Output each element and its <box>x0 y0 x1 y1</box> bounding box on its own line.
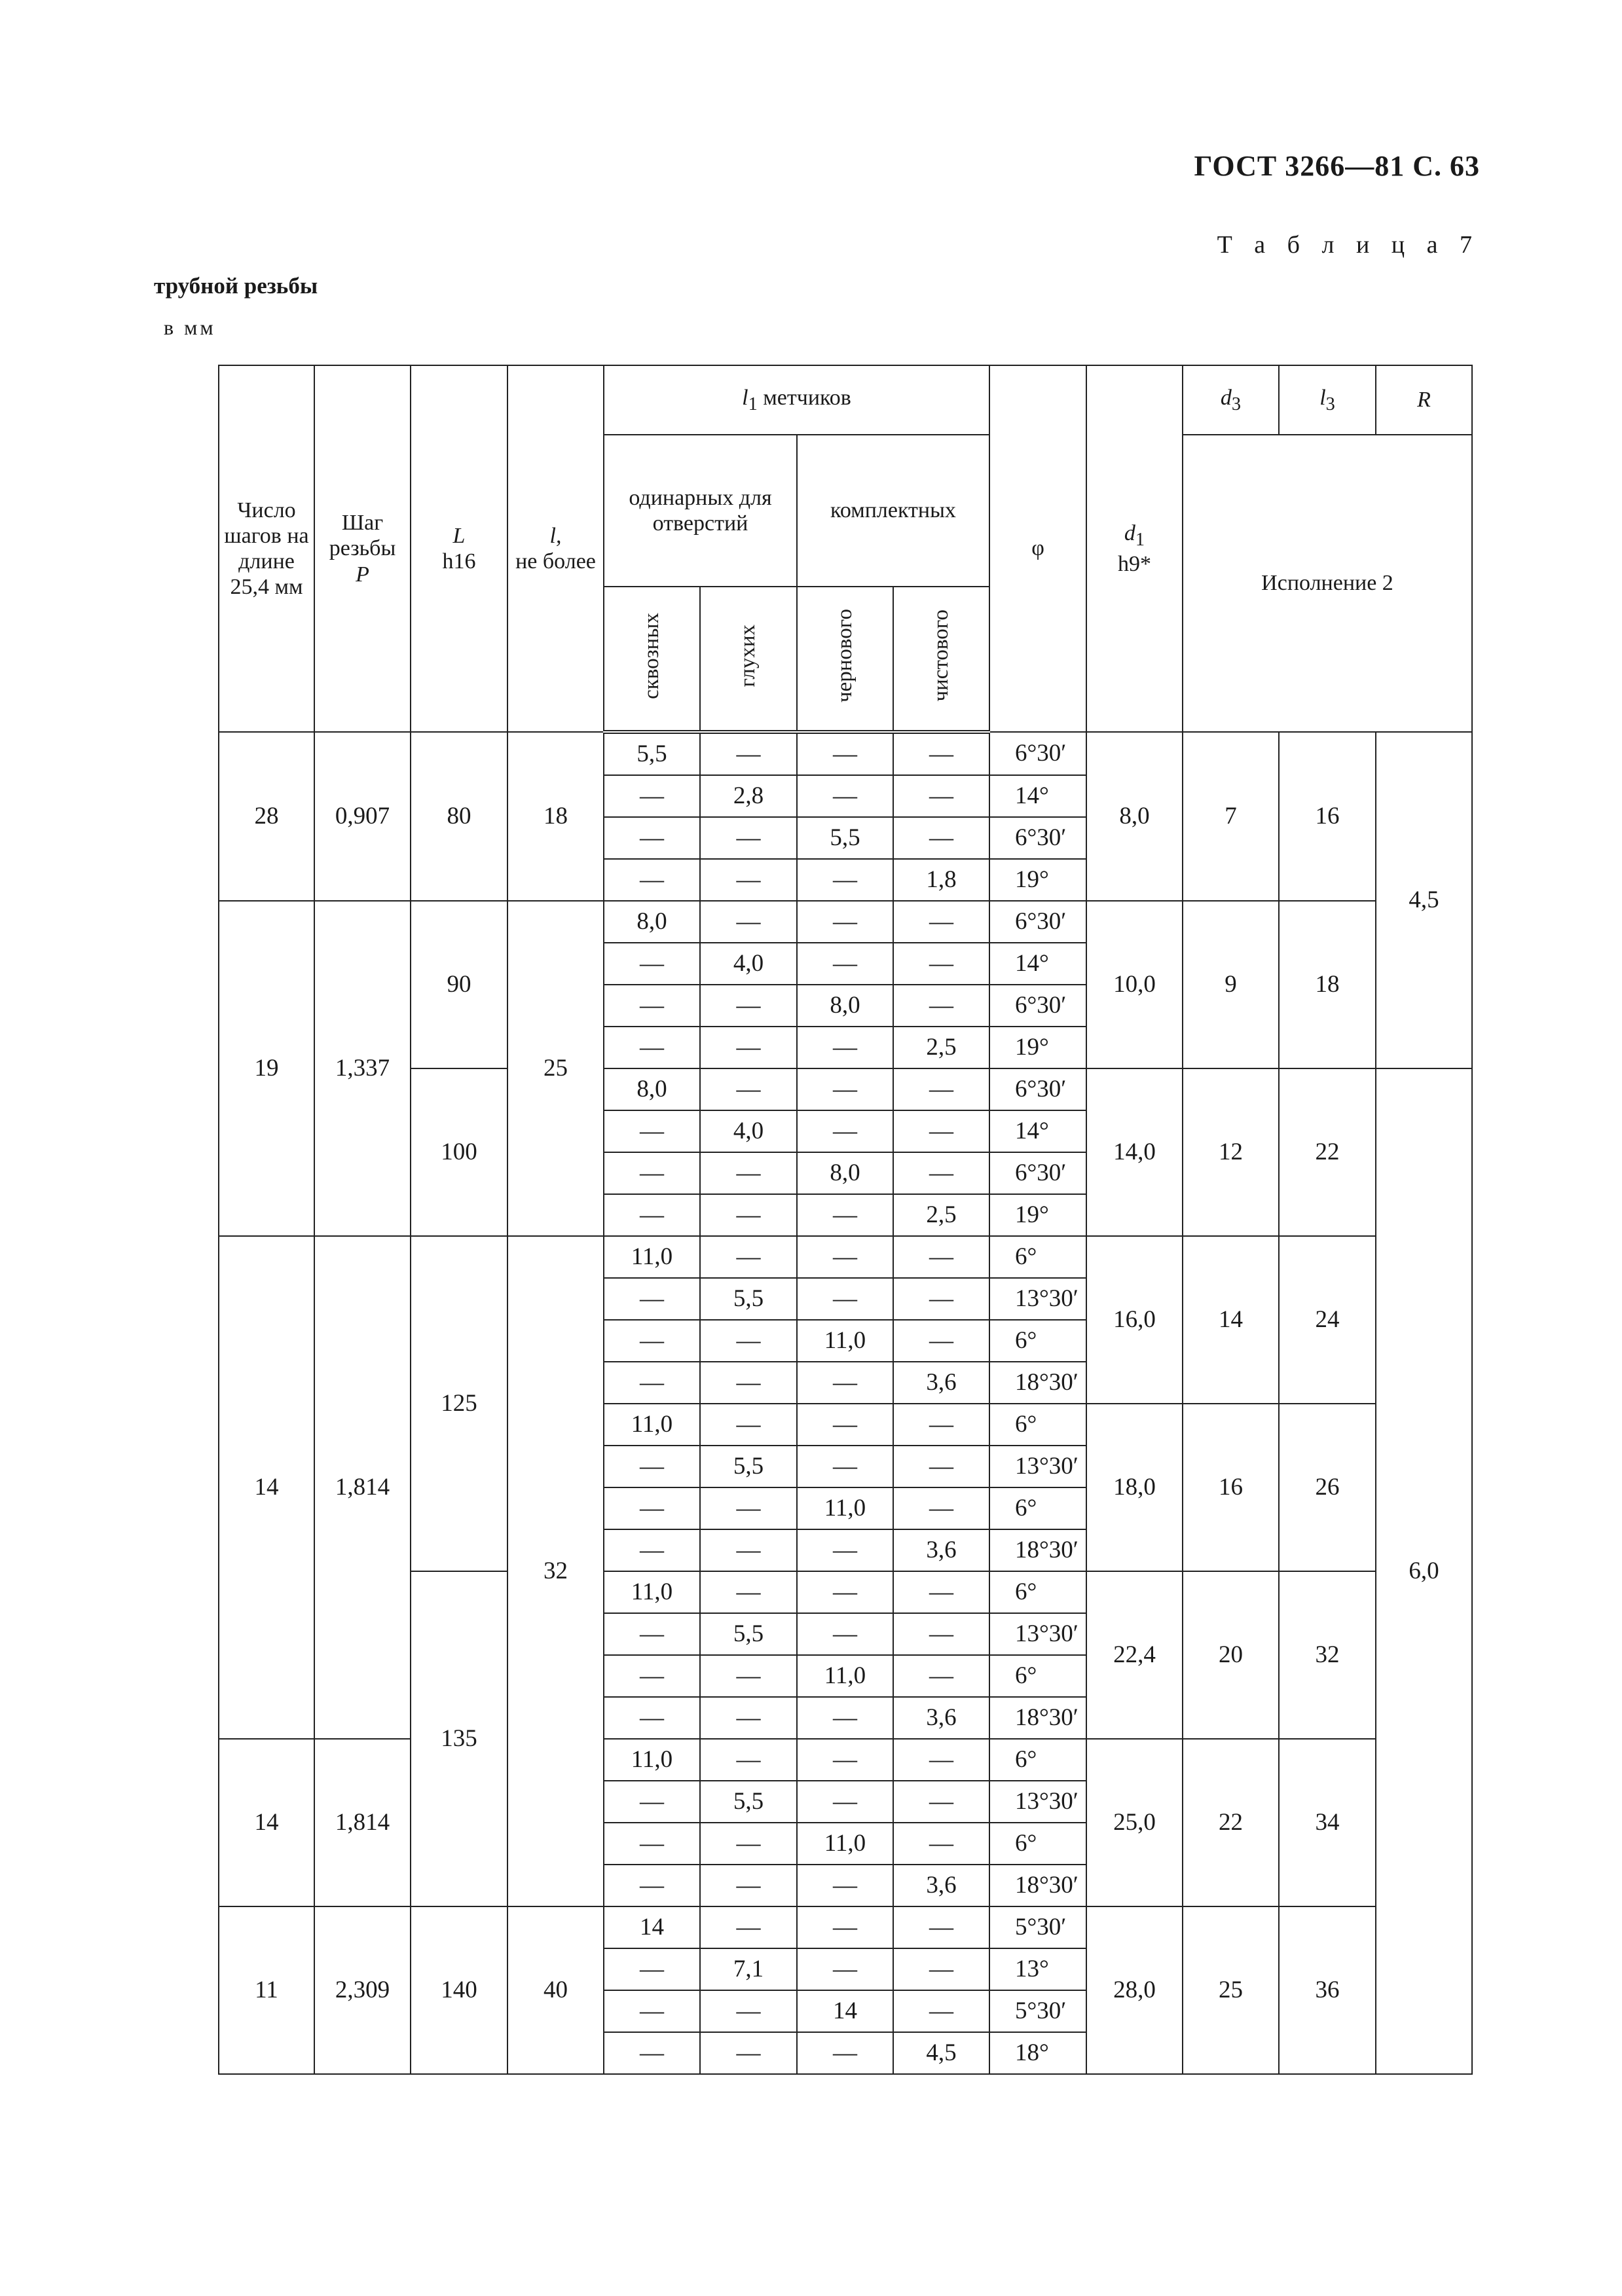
pitch-cell: 1,814 <box>314 1739 411 1906</box>
phi-cell: 5°30′ <box>989 1906 1086 1948</box>
phi-cell: 13°30′ <box>989 1446 1086 1487</box>
d3-cell: 7 <box>1183 732 1279 901</box>
l-cell: 25 <box>507 901 604 1236</box>
l1-finish-cell: — <box>893 1948 989 1990</box>
d3-cell: 14 <box>1183 1236 1279 1404</box>
table-body <box>196 732 1472 2074</box>
l1-finish-cell: — <box>893 1906 989 1948</box>
phi-cell: 6°30′ <box>989 1068 1086 1110</box>
phi-cell: 6° <box>989 1739 1086 1781</box>
l1-blind-cell: — <box>700 1194 797 1236</box>
l1-blind-cell: — <box>700 1571 797 1613</box>
l1-through-cell: 8,0 <box>604 1068 700 1110</box>
phi-cell: 6° <box>989 1571 1086 1613</box>
l1-through-cell: — <box>604 775 700 817</box>
l-cell: 32 <box>507 1236 604 1906</box>
l1-blind-cell: — <box>700 859 797 901</box>
l1-finish-cell: 3,6 <box>893 1362 989 1404</box>
phi-cell: 18°30′ <box>989 1865 1086 1906</box>
d3-cell: 16 <box>1183 1404 1279 1571</box>
l1-rough-cell: — <box>797 1404 893 1446</box>
l1-through-cell: — <box>604 1948 700 1990</box>
R-cell: 4,5 <box>1376 732 1472 1068</box>
l1-blind-cell: — <box>700 1990 797 2032</box>
phi-cell: 13° <box>989 1948 1086 1990</box>
l1-rough-cell: 5,5 <box>797 817 893 859</box>
col-d3-header: $d_3$ <box>1183 365 1279 435</box>
l1-finish-cell: — <box>893 1152 989 1194</box>
l1-through-cell: — <box>604 1613 700 1655</box>
phi-cell: 5°30′ <box>989 1990 1086 2032</box>
col-l3-header: $l_3$ <box>1279 365 1376 435</box>
l1-finish-cell: — <box>893 1655 989 1697</box>
l1-through-cell: — <box>604 859 700 901</box>
l1-through-cell: — <box>604 1655 700 1697</box>
l1-rough-cell: — <box>797 1781 893 1823</box>
l1-blind-cell: — <box>700 1362 797 1404</box>
l1-blind-cell: — <box>700 1236 797 1278</box>
pitch-cell: 2,309 <box>314 1906 411 2074</box>
l1-blind-cell: — <box>700 1655 797 1697</box>
l1-finish-cell: 4,5 <box>893 2032 989 2074</box>
l1-blind-cell: — <box>700 817 797 859</box>
pitch-cell: 0,907 <box>314 732 411 901</box>
l1-rough-cell: — <box>797 943 893 985</box>
l1-rough-cell: — <box>797 1739 893 1781</box>
execution-header: Исполнение 2 <box>1183 435 1472 732</box>
l3-cell: 26 <box>1279 1404 1376 1571</box>
l1-rough-cell: — <box>797 1613 893 1655</box>
l3-cell: 36 <box>1279 1906 1376 2074</box>
l1-through-cell: — <box>604 1362 700 1404</box>
d1-cell: 22,4 <box>1086 1571 1183 1739</box>
l1-blind-cell: — <box>700 1487 797 1529</box>
col-R-header: R <box>1376 365 1472 435</box>
l1-blind-cell: 4,0 <box>700 1110 797 1152</box>
l1-blind-cell: — <box>700 1865 797 1906</box>
l1-through-cell: — <box>604 985 700 1027</box>
table-row <box>196 1906 1472 1948</box>
table-row <box>196 1739 1472 1781</box>
l1-through-cell: 5,5 <box>604 732 700 775</box>
l1-through-cell: 14 <box>604 1906 700 1948</box>
phi-cell: 14° <box>989 943 1086 985</box>
l1-finish-cell: 1,8 <box>893 859 989 901</box>
l1-blind-cell: — <box>700 1529 797 1571</box>
col-rough-header: чернового <box>797 587 893 732</box>
page-header: ГОСТ 3266—81 С. 63 <box>1194 150 1480 182</box>
units-label: в мм <box>164 316 216 339</box>
L-cell: 100 <box>411 1068 507 1236</box>
phi-cell: 6° <box>989 1320 1086 1362</box>
l1-blind-cell: 5,5 <box>700 1613 797 1655</box>
d1-cell: 18,0 <box>1086 1404 1183 1571</box>
l1-rough-cell: — <box>797 775 893 817</box>
phi-cell: 6° <box>989 1487 1086 1529</box>
l1-rough-cell: — <box>797 859 893 901</box>
col-blind-header: глухих <box>700 587 797 732</box>
l1-blind-cell: 5,5 <box>700 1781 797 1823</box>
d3-cell: 22 <box>1183 1739 1279 1906</box>
l1-finish-cell: — <box>893 1571 989 1613</box>
l1-through-cell: 8,0 <box>604 901 700 943</box>
col-finish-header: чистового <box>893 587 989 732</box>
l1-finish-cell: — <box>893 1446 989 1487</box>
phi-cell: 18°30′ <box>989 1697 1086 1739</box>
steps-cell: 14 <box>219 1739 314 1906</box>
l1-blind-cell: 4,0 <box>700 943 797 985</box>
l1-finish-cell: — <box>893 1068 989 1110</box>
l1-through-cell: — <box>604 1152 700 1194</box>
phi-cell: 13°30′ <box>989 1613 1086 1655</box>
l1-finish-cell: — <box>893 901 989 943</box>
l1-rough-cell: 11,0 <box>797 1655 893 1697</box>
l1-finish-cell: — <box>893 1823 989 1865</box>
l1-finish-cell: 3,6 <box>893 1865 989 1906</box>
l1-rough-cell: — <box>797 1446 893 1487</box>
phi-cell: 6°30′ <box>989 817 1086 859</box>
l1-finish-cell: — <box>893 1781 989 1823</box>
steps-cell: 11 <box>219 1906 314 2074</box>
l1-through-cell: — <box>604 1446 700 1487</box>
col-d1-header: $d_1$ h9* <box>1086 365 1183 732</box>
steps-cell: 14 <box>219 1236 314 1739</box>
d3-cell: 12 <box>1183 1068 1279 1236</box>
phi-cell: 6° <box>989 1655 1086 1697</box>
l1-blind-cell: — <box>700 1152 797 1194</box>
l1-through-cell: — <box>604 1990 700 2032</box>
phi-cell: 6°30′ <box>989 732 1086 775</box>
l1-through-cell: — <box>604 1320 700 1362</box>
l1-blind-cell: — <box>700 901 797 943</box>
l1-rough-cell: 11,0 <box>797 1823 893 1865</box>
col-pitch-header: Шаг резьбы P <box>314 365 411 732</box>
col-l-header: l, не более <box>507 365 604 732</box>
L-cell: 80 <box>411 732 507 901</box>
steps-cell: 19 <box>219 901 314 1236</box>
d1-cell: 10,0 <box>1086 901 1183 1068</box>
l1-rough-cell: — <box>797 1906 893 1948</box>
l1-blind-cell: 2,8 <box>700 775 797 817</box>
phi-cell: 18°30′ <box>989 1529 1086 1571</box>
pitch-cell: 1,337 <box>314 901 411 1236</box>
phi-cell: 14° <box>989 775 1086 817</box>
L-cell: 125 <box>411 1236 507 1571</box>
l1-rough-cell: — <box>797 2032 893 2074</box>
l1-finish-cell: — <box>893 732 989 775</box>
l1-blind-cell: 5,5 <box>700 1446 797 1487</box>
l1-finish-cell: 3,6 <box>893 1697 989 1739</box>
phi-cell: 6°30′ <box>989 901 1086 943</box>
l1-through-cell: 11,0 <box>604 1404 700 1446</box>
l3-cell: 18 <box>1279 901 1376 1068</box>
L-cell: 135 <box>411 1571 507 1906</box>
d3-cell: 25 <box>1183 1906 1279 2074</box>
col-steps-header: Число шагов на длине 25,4 мм <box>219 365 314 732</box>
l1-rough-cell: 14 <box>797 1990 893 2032</box>
L-cell: 140 <box>411 1906 507 2074</box>
l1-blind-cell: — <box>700 1027 797 1068</box>
l1-finish-cell: — <box>893 1278 989 1320</box>
l1-finish-cell: — <box>893 817 989 859</box>
d1-cell: 25,0 <box>1086 1739 1183 1906</box>
table-row <box>196 1236 1472 1278</box>
d3-cell: 9 <box>1183 901 1279 1068</box>
phi-cell: 18°30′ <box>989 1362 1086 1404</box>
l1-finish-cell: 2,5 <box>893 1027 989 1068</box>
col-single-header: одинарных для отверстий <box>604 435 797 587</box>
L-cell: 90 <box>411 901 507 1068</box>
d3-cell: 20 <box>1183 1571 1279 1739</box>
l1-rough-cell: — <box>797 1068 893 1110</box>
R-cell: 6,0 <box>1376 1068 1472 2074</box>
l1-rough-cell: — <box>797 1278 893 1320</box>
table-number: Т а б л и ц а 7 <box>1217 231 1480 259</box>
l1-blind-cell: — <box>700 1697 797 1739</box>
col-phi-header: φ <box>989 365 1086 732</box>
l1-through-cell: — <box>604 1194 700 1236</box>
l1-finish-cell: — <box>893 1739 989 1781</box>
l3-cell: 24 <box>1279 1236 1376 1404</box>
l1-through-cell: — <box>604 1865 700 1906</box>
col-L-header: L h16 <box>411 365 507 732</box>
l1-finish-cell: — <box>893 1613 989 1655</box>
phi-cell: 19° <box>989 1194 1086 1236</box>
l1-rough-cell: — <box>797 1948 893 1990</box>
l1-rough-cell: — <box>797 1027 893 1068</box>
phi-cell: 18° <box>989 2032 1086 2074</box>
l1-finish-cell: 3,6 <box>893 1529 989 1571</box>
l1-through-cell: 11,0 <box>604 1739 700 1781</box>
l3-cell: 32 <box>1279 1571 1376 1739</box>
l1-blind-cell: — <box>700 2032 797 2074</box>
l1-blind-cell: — <box>700 1906 797 1948</box>
col-through-header: сквозных <box>604 587 700 732</box>
l1-finish-cell: — <box>893 1990 989 2032</box>
l1-rough-cell: — <box>797 1865 893 1906</box>
blank-cell <box>196 732 219 2074</box>
l1-through-cell: — <box>604 2032 700 2074</box>
l1-rough-cell: — <box>797 1194 893 1236</box>
l1-rough-cell: — <box>797 1697 893 1739</box>
l1-rough-cell: — <box>797 1236 893 1278</box>
l1-through-cell: — <box>604 1823 700 1865</box>
l1-rough-cell: — <box>797 1110 893 1152</box>
l1-blind-cell: — <box>700 1068 797 1110</box>
l1-rough-cell: 11,0 <box>797 1320 893 1362</box>
l1-through-cell: — <box>604 1697 700 1739</box>
l1-blind-cell: — <box>700 1404 797 1446</box>
l1-through-cell: — <box>604 817 700 859</box>
l-cell: 40 <box>507 1906 604 2074</box>
l1-rough-cell: 11,0 <box>797 1487 893 1529</box>
l1-rough-cell: 8,0 <box>797 1152 893 1194</box>
table-subtitle: трубной резьбы <box>154 273 318 299</box>
l3-cell: 16 <box>1279 732 1376 901</box>
d1-cell: 8,0 <box>1086 732 1183 901</box>
l1-finish-cell: — <box>893 985 989 1027</box>
l1-finish-cell: — <box>893 943 989 985</box>
table-row <box>196 901 1472 943</box>
l1-finish-cell: 2,5 <box>893 1194 989 1236</box>
l1-rough-cell: — <box>797 732 893 775</box>
l1-finish-cell: — <box>893 1404 989 1446</box>
phi-cell: 14° <box>989 1110 1086 1152</box>
l1-through-cell: — <box>604 943 700 985</box>
phi-cell: 6°30′ <box>989 985 1086 1027</box>
l1-through-cell: 11,0 <box>604 1236 700 1278</box>
phi-cell: 19° <box>989 859 1086 901</box>
l3-cell: 34 <box>1279 1739 1376 1906</box>
phi-cell: 6° <box>989 1823 1086 1865</box>
phi-cell: 6° <box>989 1404 1086 1446</box>
l1-finish-cell: — <box>893 1236 989 1278</box>
l1-blind-cell: — <box>700 985 797 1027</box>
phi-cell: 13°30′ <box>989 1781 1086 1823</box>
l1-through-cell: 11,0 <box>604 1571 700 1613</box>
col-set-header: комплектных <box>797 435 989 587</box>
l3-cell: 22 <box>1279 1068 1376 1236</box>
l1-blind-cell: — <box>700 1320 797 1362</box>
col-l1-header: $l_1$ метчиков <box>604 365 989 435</box>
l1-rough-cell: — <box>797 1529 893 1571</box>
table-row <box>196 732 1472 775</box>
d1-cell: 14,0 <box>1086 1068 1183 1236</box>
l1-finish-cell: — <box>893 1110 989 1152</box>
l1-blind-cell: — <box>700 1739 797 1781</box>
phi-cell: 6°30′ <box>989 1152 1086 1194</box>
phi-cell: 6° <box>989 1236 1086 1278</box>
l1-through-cell: — <box>604 1027 700 1068</box>
l1-through-cell: — <box>604 1529 700 1571</box>
phi-cell: 19° <box>989 1027 1086 1068</box>
l1-through-cell: — <box>604 1110 700 1152</box>
thread-tap-table <box>196 365 1473 2075</box>
d1-cell: 16,0 <box>1086 1236 1183 1404</box>
blank-cell <box>196 365 219 732</box>
steps-cell: 28 <box>219 732 314 901</box>
l1-rough-cell: — <box>797 1362 893 1404</box>
l1-rough-cell: 8,0 <box>797 985 893 1027</box>
l1-blind-cell: — <box>700 732 797 775</box>
pitch-cell: 1,814 <box>314 1236 411 1739</box>
l1-finish-cell: — <box>893 1487 989 1529</box>
l1-blind-cell: — <box>700 1823 797 1865</box>
l1-finish-cell: — <box>893 1320 989 1362</box>
l1-through-cell: — <box>604 1278 700 1320</box>
d1-cell: 28,0 <box>1086 1906 1183 2074</box>
l-cell: 18 <box>507 732 604 901</box>
phi-cell: 13°30′ <box>989 1278 1086 1320</box>
l1-blind-cell: 7,1 <box>700 1948 797 1990</box>
l1-through-cell: — <box>604 1781 700 1823</box>
l1-blind-cell: 5,5 <box>700 1278 797 1320</box>
l1-through-cell: — <box>604 1487 700 1529</box>
l1-rough-cell: — <box>797 901 893 943</box>
l1-finish-cell: — <box>893 775 989 817</box>
l1-rough-cell: — <box>797 1571 893 1613</box>
